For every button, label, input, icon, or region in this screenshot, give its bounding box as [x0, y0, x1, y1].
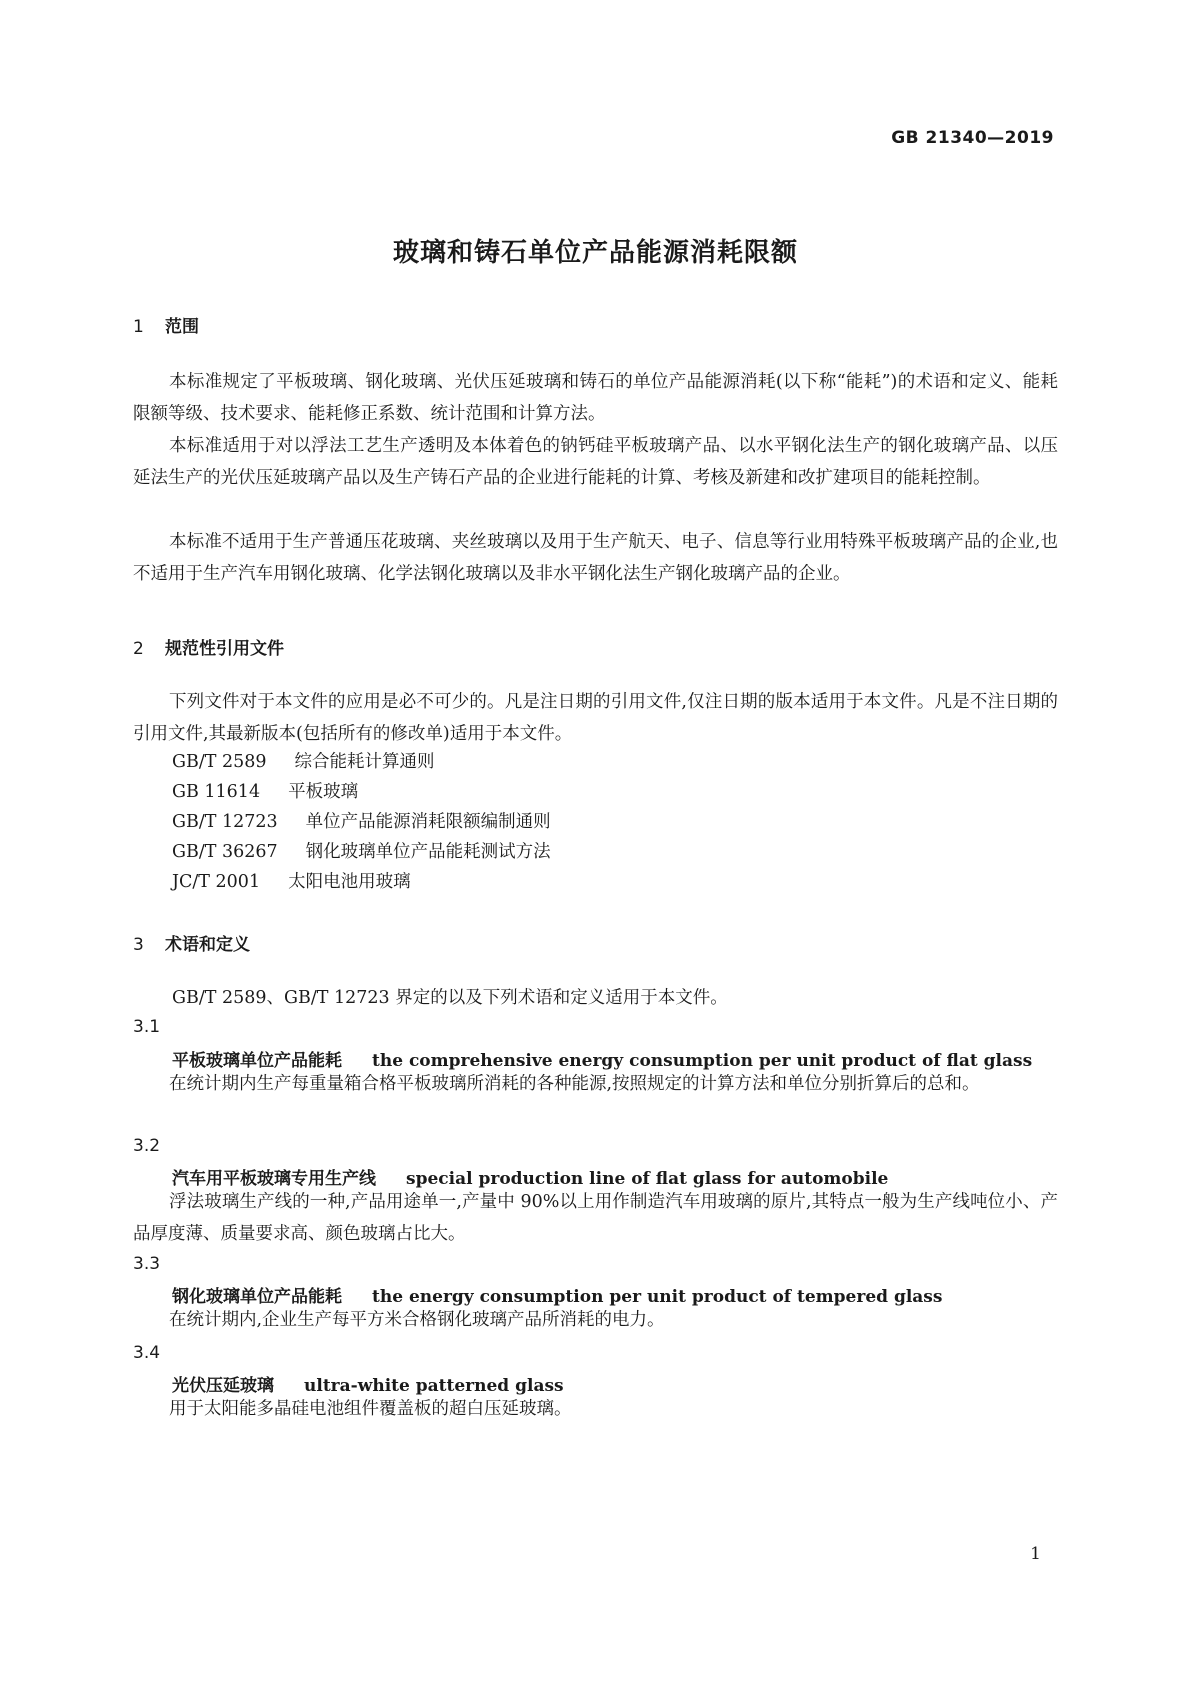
page-number: 1 [1030, 1544, 1041, 1564]
term-zh: 光伏压延玻璃 [172, 1376, 274, 1396]
reference-name: 综合能耗计算通则 [294, 752, 435, 772]
term-definition: 在统计期内生产每重量箱合格平板玻璃所消耗的各种能源,按照规定的计算方法和单位分别折算后的总和。 [169, 1074, 980, 1094]
term-zh: 钢化玻璃单位产品能耗 [172, 1287, 342, 1307]
reference-code: GB/T 12723 [172, 812, 278, 832]
terms-intro: GB/T 2589、GB/T 12723 界定的以及下列术语和定义适用于本文件。 [172, 988, 728, 1008]
reference-item [172, 746, 435, 778]
reference-name: 平板玻璃 [288, 782, 359, 802]
term-number: 3.3 [133, 1254, 161, 1274]
reference-code: GB/T 2589 [172, 752, 267, 772]
section-number: 1 [133, 317, 144, 337]
reference-item [172, 866, 411, 898]
reference-code: JC/T 2001 [172, 872, 261, 892]
reference-name: 太阳电池用玻璃 [288, 872, 411, 892]
term-number: 3.4 [133, 1343, 161, 1363]
term-zh: 汽车用平板玻璃专用生产线 [172, 1169, 376, 1189]
reference-code: GB/T 36267 [172, 842, 278, 862]
term-zh: 平板玻璃单位产品能耗 [172, 1051, 342, 1071]
term-number: 3.1 [133, 1017, 161, 1037]
reference-name: 钢化玻璃单位产品能耗测试方法 [305, 842, 551, 862]
paragraph: 本标准规定了平板玻璃、钢化玻璃、光伏压延玻璃和铸石的单位产品能源消耗(以下称“能耗”)的术语和定义、能耗限额等级、技术要求、能耗修正系数、统计范围和计算方法。 [133, 372, 1058, 424]
paragraph: 本标准不适用于生产普通压花玻璃、夹丝玻璃以及用于生产航天、电子、信息等行业用特殊平板玻璃产品的企业,也不适用于生产汽车用钢化玻璃、化学法钢化玻璃以及非水平钢化法生产钢化玻璃产品的企业。 [133, 532, 1058, 584]
reference-code: GB 11614 [172, 782, 261, 802]
section-title: 术语和定义 [165, 935, 250, 955]
paragraph: 下列文件对于本文件的应用是必不可少的。凡是注日期的引用文件,仅注日期的版本适用于本文件。凡是不注日期的引用文件,其最新版本(包括所有的修改单)适用于本文件。 [133, 692, 1058, 744]
reference-name: 单位产品能源消耗限额编制通则 [305, 812, 551, 832]
term-definition: 浮法玻璃生产线的一种,产品用途单一,产量中 90%以上用作制造汽车用玻璃的原片,其特点一般为生产线吨位小、产品厚度薄、质量要求高、颜色玻璃占比大。 [133, 1192, 1058, 1244]
term-definition: 用于太阳能多晶硅电池组件覆盖板的超白压延玻璃。 [169, 1399, 572, 1419]
document-title: 玻璃和铸石单位产品能源消耗限额 [392, 238, 798, 268]
section-number: 2 [133, 639, 144, 659]
term-definition: 在统计期内,企业生产每平方米合格钢化玻璃产品所消耗的电力。 [169, 1310, 665, 1330]
section-heading-normative-references [133, 634, 284, 659]
reference-item [172, 776, 358, 808]
standard-code: GB 21340—2019 [891, 128, 1054, 148]
term-en: the energy consumption per unit product of tempered glass [372, 1287, 943, 1307]
section-title: 规范性引用文件 [165, 639, 284, 659]
term-en: the comprehensive energy consumption per unit product of flat glass [372, 1051, 1033, 1071]
term-en: ultra-white patterned glass [304, 1376, 564, 1396]
reference-item [172, 806, 551, 838]
section-number: 3 [133, 935, 144, 955]
term-number: 3.2 [133, 1136, 161, 1156]
paragraph: 本标准适用于对以浮法工艺生产透明及本体着色的钠钙硅平板玻璃产品、以水平钢化法生产的钢化玻璃产品、以压延法生产的光伏压延玻璃产品以及生产铸石产品的企业进行能耗的计算、考核及新建和改扩建项目的能耗控制。 [133, 436, 1058, 488]
section-heading-terms [133, 930, 250, 955]
reference-item [172, 836, 551, 868]
section-title: 范围 [165, 317, 199, 337]
section-heading-scope [133, 312, 199, 337]
term-en: special production line of flat glass for automobile [406, 1169, 889, 1189]
